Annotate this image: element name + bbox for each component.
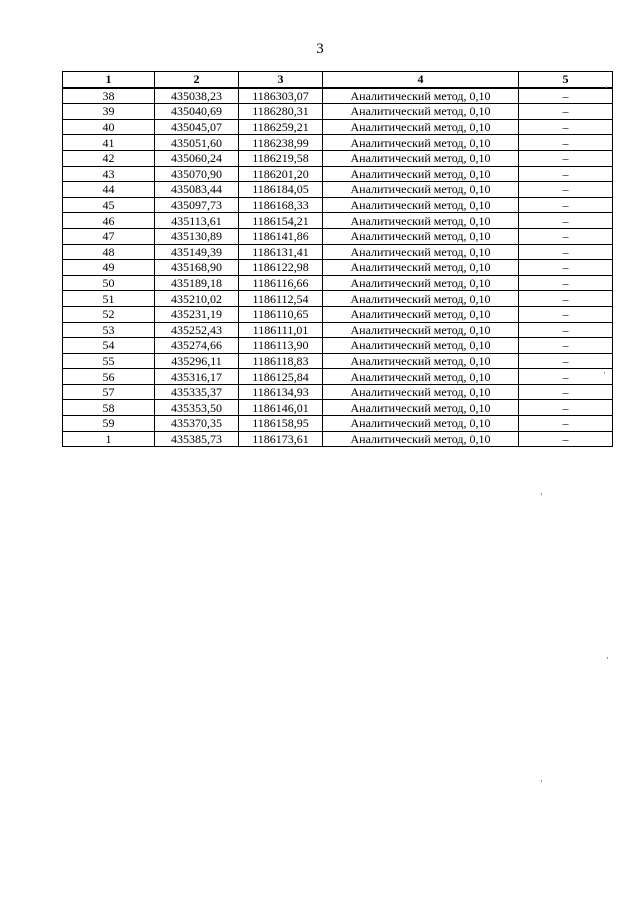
cell-description: – <box>519 322 613 338</box>
cell-description: – <box>519 150 613 166</box>
cell-y-coordinate: 1186131,41 <box>239 244 323 260</box>
cell-x-coordinate: 435051,60 <box>155 135 239 151</box>
cell-y-coordinate: 1186112,54 <box>239 291 323 307</box>
table-row <box>63 135 613 151</box>
cell-description: – <box>519 431 613 447</box>
cell-method: Аналитический метод, 0,10 <box>323 182 519 198</box>
table-row <box>63 291 613 307</box>
cell-point-number: 56 <box>63 369 155 385</box>
column-header-method: 4 <box>323 72 519 88</box>
cell-x-coordinate: 435274,66 <box>155 338 239 354</box>
scan-speck <box>607 657 608 659</box>
table-row <box>63 431 613 447</box>
cell-method: Аналитический метод, 0,10 <box>323 260 519 276</box>
table-row <box>63 197 613 213</box>
column-header-y-coordinate: 3 <box>239 72 323 88</box>
cell-description: – <box>519 88 613 104</box>
cell-description: – <box>519 228 613 244</box>
cell-x-coordinate: 435335,37 <box>155 384 239 400</box>
cell-point-number: 54 <box>63 338 155 354</box>
cell-x-coordinate: 435189,18 <box>155 275 239 291</box>
table-row <box>63 88 613 104</box>
cell-description: – <box>519 400 613 416</box>
cell-x-coordinate: 435370,35 <box>155 416 239 432</box>
cell-description: – <box>519 275 613 291</box>
cell-method: Аналитический метод, 0,10 <box>323 150 519 166</box>
table-row <box>63 384 613 400</box>
table-body <box>63 88 613 447</box>
cell-y-coordinate: 1186116,66 <box>239 275 323 291</box>
cell-method: Аналитический метод, 0,10 <box>323 416 519 432</box>
table-row <box>63 322 613 338</box>
cell-y-coordinate: 1186111,01 <box>239 322 323 338</box>
cell-x-coordinate: 435060,24 <box>155 150 239 166</box>
cell-method: Аналитический метод, 0,10 <box>323 135 519 151</box>
page-number: 3 <box>316 41 324 57</box>
table-row <box>63 119 613 135</box>
cell-x-coordinate: 435038,23 <box>155 88 239 104</box>
cell-point-number: 50 <box>63 275 155 291</box>
cell-method: Аналитический метод, 0,10 <box>323 228 519 244</box>
cell-y-coordinate: 1186158,95 <box>239 416 323 432</box>
scan-speck <box>604 372 605 374</box>
cell-method: Аналитический метод, 0,10 <box>323 338 519 354</box>
cell-y-coordinate: 1186146,01 <box>239 400 323 416</box>
cell-x-coordinate: 435070,90 <box>155 166 239 182</box>
cell-x-coordinate: 435210,02 <box>155 291 239 307</box>
cell-description: – <box>519 260 613 276</box>
table-row <box>63 260 613 276</box>
table-row <box>63 244 613 260</box>
cell-method: Аналитический метод, 0,10 <box>323 400 519 416</box>
cell-description: – <box>519 306 613 322</box>
cell-x-coordinate: 435231,19 <box>155 306 239 322</box>
cell-point-number: 43 <box>63 166 155 182</box>
cell-method: Аналитический метод, 0,10 <box>323 291 519 307</box>
cell-x-coordinate: 435040,69 <box>155 104 239 120</box>
cell-point-number: 41 <box>63 135 155 151</box>
cell-point-number: 42 <box>63 150 155 166</box>
cell-description: – <box>519 291 613 307</box>
table-row <box>63 228 613 244</box>
table-row <box>63 369 613 385</box>
cell-y-coordinate: 1186125,84 <box>239 369 323 385</box>
cell-method: Аналитический метод, 0,10 <box>323 213 519 229</box>
cell-point-number: 59 <box>63 416 155 432</box>
cell-x-coordinate: 435296,11 <box>155 353 239 369</box>
cell-y-coordinate: 1186238,99 <box>239 135 323 151</box>
scan-speck <box>541 780 542 782</box>
cell-method: Аналитический метод, 0,10 <box>323 88 519 104</box>
cell-y-coordinate: 1186141,86 <box>239 228 323 244</box>
cell-y-coordinate: 1186154,21 <box>239 213 323 229</box>
cell-point-number: 48 <box>63 244 155 260</box>
cell-point-number: 46 <box>63 213 155 229</box>
cell-y-coordinate: 1186259,21 <box>239 119 323 135</box>
table-row <box>63 353 613 369</box>
cell-y-coordinate: 1186184,05 <box>239 182 323 198</box>
cell-point-number: 57 <box>63 384 155 400</box>
cell-method: Аналитический метод, 0,10 <box>323 353 519 369</box>
cell-x-coordinate: 435168,90 <box>155 260 239 276</box>
cell-point-number: 49 <box>63 260 155 276</box>
cell-y-coordinate: 1186173,61 <box>239 431 323 447</box>
cell-point-number: 38 <box>63 88 155 104</box>
table-row <box>63 104 613 120</box>
cell-x-coordinate: 435130,89 <box>155 228 239 244</box>
cell-description: – <box>519 182 613 198</box>
cell-method: Аналитический метод, 0,10 <box>323 431 519 447</box>
table-row <box>63 213 613 229</box>
cell-y-coordinate: 1186280,31 <box>239 104 323 120</box>
cell-method: Аналитический метод, 0,10 <box>323 384 519 400</box>
cell-method: Аналитический метод, 0,10 <box>323 197 519 213</box>
table-row <box>63 338 613 354</box>
cell-point-number: 1 <box>63 431 155 447</box>
table-row <box>63 416 613 432</box>
cell-point-number: 51 <box>63 291 155 307</box>
cell-point-number: 58 <box>63 400 155 416</box>
cell-description: – <box>519 369 613 385</box>
cell-y-coordinate: 1186168,33 <box>239 197 323 213</box>
table-row <box>63 275 613 291</box>
cell-point-number: 47 <box>63 228 155 244</box>
cell-method: Аналитический метод, 0,10 <box>323 369 519 385</box>
cell-x-coordinate: 435149,39 <box>155 244 239 260</box>
cell-description: – <box>519 104 613 120</box>
cell-y-coordinate: 1186201,20 <box>239 166 323 182</box>
cell-description: – <box>519 244 613 260</box>
cell-point-number: 53 <box>63 322 155 338</box>
cell-description: – <box>519 353 613 369</box>
scan-speck <box>606 86 607 88</box>
cell-point-number: 45 <box>63 197 155 213</box>
cell-method: Аналитический метод, 0,10 <box>323 104 519 120</box>
cell-method: Аналитический метод, 0,10 <box>323 322 519 338</box>
cell-description: – <box>519 197 613 213</box>
cell-y-coordinate: 1186303,07 <box>239 88 323 104</box>
column-header-point-number: 1 <box>63 72 155 88</box>
table-row <box>63 400 613 416</box>
cell-point-number: 52 <box>63 306 155 322</box>
table-header-row <box>63 72 613 88</box>
cell-y-coordinate: 1186110,65 <box>239 306 323 322</box>
cell-x-coordinate: 435385,73 <box>155 431 239 447</box>
table-row <box>63 306 613 322</box>
column-header-description: 5 <box>519 72 613 88</box>
cell-y-coordinate: 1186118,83 <box>239 353 323 369</box>
cell-x-coordinate: 435045,07 <box>155 119 239 135</box>
scan-speck <box>541 493 542 495</box>
cell-method: Аналитический метод, 0,10 <box>323 119 519 135</box>
cell-point-number: 44 <box>63 182 155 198</box>
table-row <box>63 182 613 198</box>
cell-description: – <box>519 416 613 432</box>
cell-method: Аналитический метод, 0,10 <box>323 244 519 260</box>
cell-y-coordinate: 1186134,93 <box>239 384 323 400</box>
table-row <box>63 150 613 166</box>
cell-point-number: 40 <box>63 119 155 135</box>
cell-x-coordinate: 435113,61 <box>155 213 239 229</box>
cell-description: – <box>519 166 613 182</box>
cell-description: – <box>519 119 613 135</box>
cell-method: Аналитический метод, 0,10 <box>323 306 519 322</box>
cell-x-coordinate: 435316,17 <box>155 369 239 385</box>
cell-y-coordinate: 1186122,98 <box>239 260 323 276</box>
cell-description: – <box>519 338 613 354</box>
table-row <box>63 166 613 182</box>
cell-description: – <box>519 213 613 229</box>
column-header-x-coordinate: 2 <box>155 72 239 88</box>
cell-x-coordinate: 435353,50 <box>155 400 239 416</box>
cell-point-number: 55 <box>63 353 155 369</box>
cell-point-number: 39 <box>63 104 155 120</box>
cell-description: – <box>519 384 613 400</box>
cell-method: Аналитический метод, 0,10 <box>323 166 519 182</box>
cell-y-coordinate: 1186219,58 <box>239 150 323 166</box>
cell-x-coordinate: 435083,44 <box>155 182 239 198</box>
coordinates-table <box>62 71 613 447</box>
cell-x-coordinate: 435252,43 <box>155 322 239 338</box>
cell-method: Аналитический метод, 0,10 <box>323 275 519 291</box>
cell-x-coordinate: 435097,73 <box>155 197 239 213</box>
cell-description: – <box>519 135 613 151</box>
cell-y-coordinate: 1186113,90 <box>239 338 323 354</box>
